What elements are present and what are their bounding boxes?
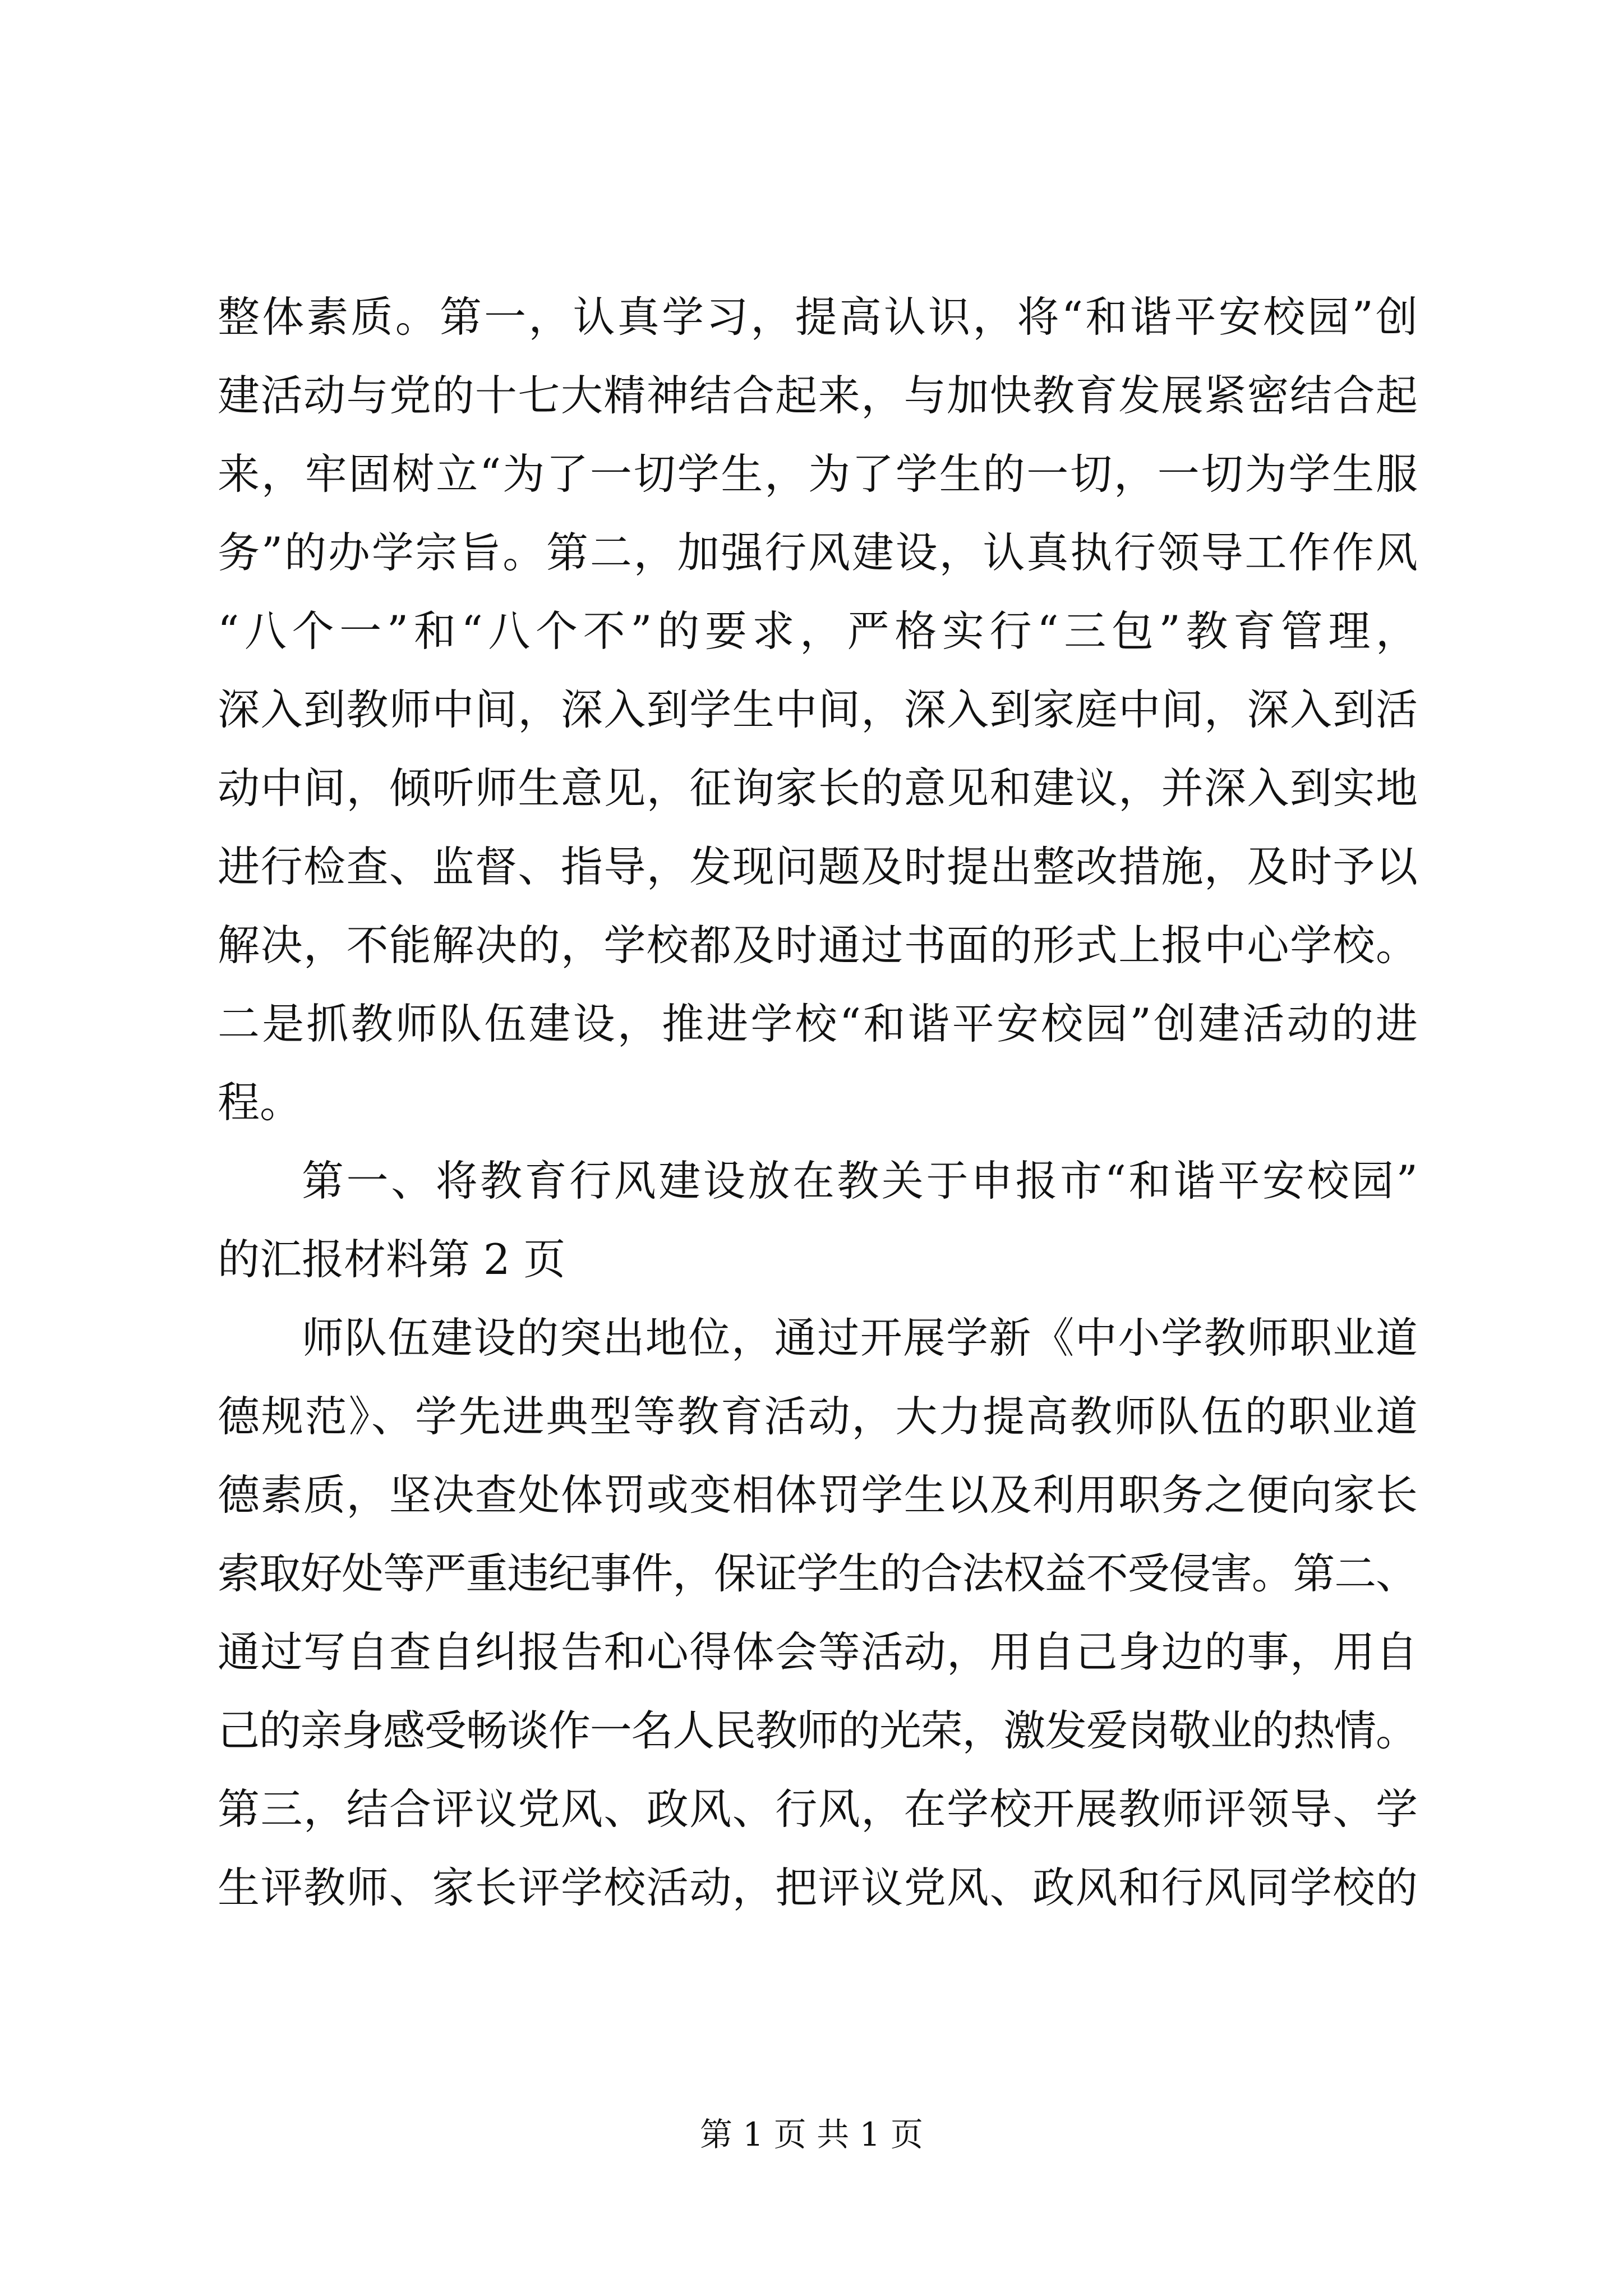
text-line: 进行检查、监督、指导，发现问题及时提出整改措施，及时予以: [218, 842, 1419, 891]
page-footer: 第 1 页 共 1 页: [700, 2115, 923, 2154]
text-line: 生评教师、家长评学校活动，把评议党风、政风和行风同学校的: [218, 1863, 1419, 1912]
text-line: 解决，不能解决的，学校都及时通过书面的形式上报中心学校。: [218, 921, 1419, 970]
text-line: 务”的办学宗旨。第二，加强行风建设，认真执行领导工作作风: [218, 528, 1419, 577]
text-line: 索取好处等严重违纪事件，保证学生的合法权益不受侵害。第二、: [218, 1549, 1417, 1598]
paragraph-first-line: 师队伍建设的突出地位，通过开展学新《中小学教师职业道: [302, 1313, 1419, 1363]
text-line: 第三，结合评议党风、政风、行风，在学校开展教师评领导、学: [218, 1784, 1419, 1834]
text-line: 己的亲身感受畅谈作一名人民教师的光荣，激发爱岗敬业的热情。: [218, 1706, 1417, 1755]
text-line: 通过写自查自纠报告和心得体会等活动，用自己身边的事，用自: [218, 1627, 1419, 1677]
text-line: 程。: [218, 1078, 302, 1127]
text-line: 整体素质。第一，认真学习，提高认识，将“和谐平安校园”创: [218, 292, 1421, 342]
text-line: 德规范》、学先进典型等教育活动，大力提高教师队伍的职业道: [218, 1392, 1419, 1441]
text-line: 来，牢固树立“为了一切学生，为了学生的一切，一切为学生服: [218, 449, 1419, 499]
text-line: 德素质，坚决查处体罚或变相体罚学生以及利用职务之便向家长: [218, 1470, 1419, 1520]
text-line: 二是抓教师队伍建设，推进学校“和谐平安校园”创建活动的进: [218, 999, 1421, 1048]
text-line: “八个一”和“八个不”的要求，严格实行“三包”教育管理，: [218, 606, 1423, 656]
text-line: 动中间，倾听师生意见，征询家长的意见和建议，并深入到实地: [218, 763, 1419, 813]
text-line: 的汇报材料第 2 页: [218, 1235, 566, 1284]
paragraph-first-line: 第一、将教育行风建设放在教关于申报市“和谐平安校园”: [302, 1156, 1421, 1205]
text-line: 建活动与党的十七大精神结合起来，与加快教育发展紧密结合起: [218, 371, 1419, 420]
text-line: 深入到教师中间，深入到学生中间，深入到家庭中间，深入到活: [218, 685, 1419, 734]
